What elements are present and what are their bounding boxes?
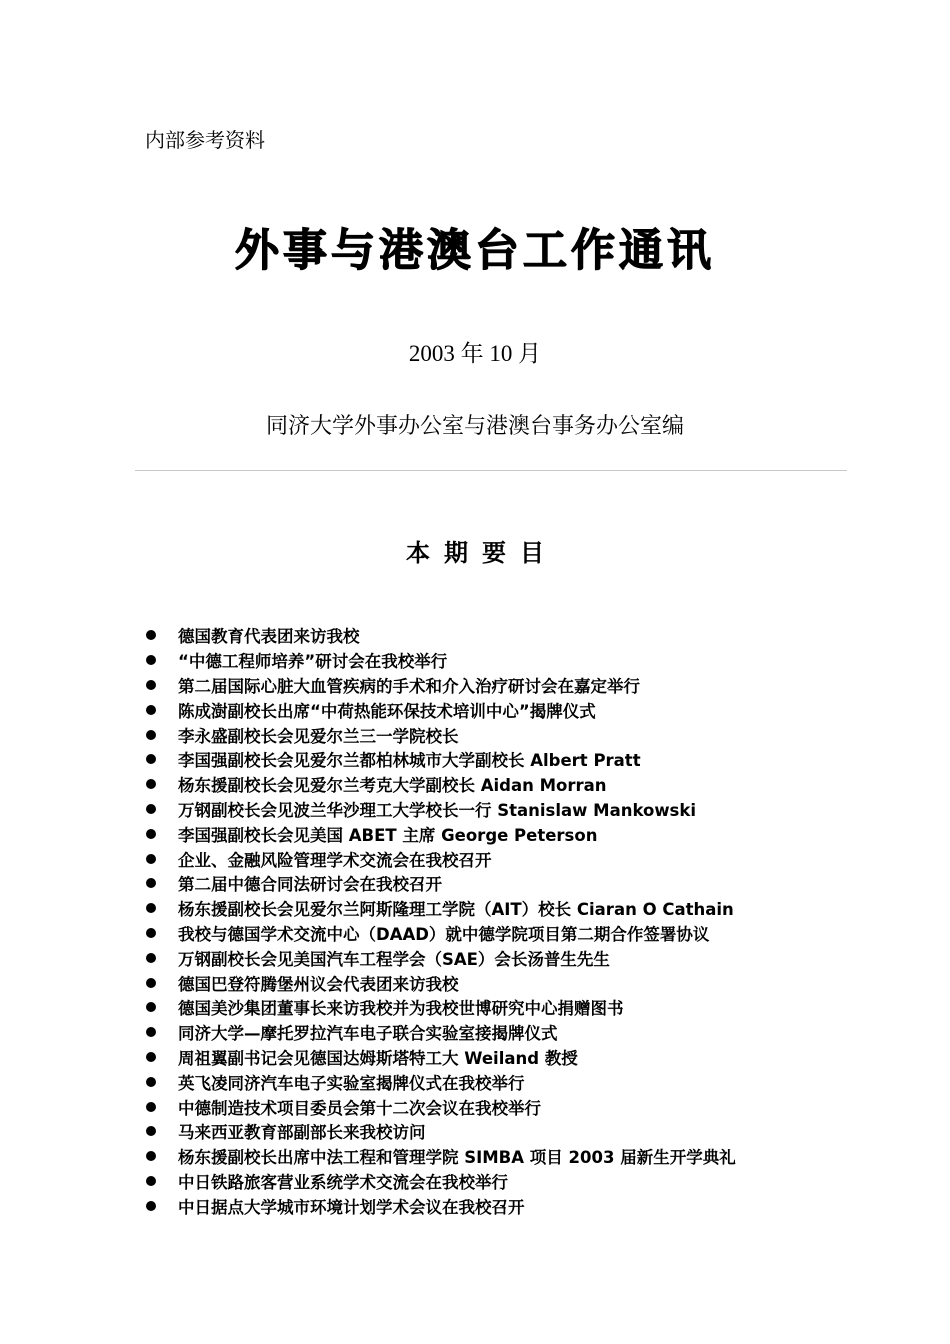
contents-item-text: 我校与德国学术交流中心（DAAD）就中德学院项目第二期合作签署协议 — [178, 924, 710, 944]
contents-item-text: “中德工程师培养”研讨会在我校举行 — [178, 652, 448, 672]
contents-item-text: 陈成澍副校长出席“中荷热能环保技术培训中心”揭牌仪式 — [178, 701, 596, 721]
bullet-icon — [146, 878, 156, 888]
bullet-icon — [146, 1151, 156, 1161]
classification-label: 内部参考资料 — [145, 128, 265, 152]
contents-heading: 本期要目 — [406, 539, 558, 567]
contents-item — [143, 648, 843, 673]
bullet-icon — [146, 655, 156, 665]
contents-item-text: 同济大学—摩托罗拉汽车电子联合实验室接揭牌仪式 — [178, 1024, 558, 1044]
contents-item-text: 周祖翼副书记会见德国达姆斯塔特工大 Weiland 教授 — [178, 1048, 578, 1068]
contents-item — [143, 1169, 843, 1194]
contents-item — [143, 921, 843, 946]
bullet-icon — [146, 978, 156, 988]
bullet-icon — [146, 754, 156, 764]
contents-item-text: 企业、金融风险管理学术交流会在我校召开 — [178, 850, 492, 870]
bullet-icon — [146, 1052, 156, 1062]
contents-item-text: 德国教育代表团来访我校 — [178, 627, 360, 647]
contents-item-text: 李永盛副校长会见爱尔兰三一学院校长 — [178, 726, 459, 746]
bullet-icon — [146, 1201, 156, 1211]
contents-item — [143, 846, 843, 871]
contents-item — [143, 697, 843, 722]
bullet-icon — [146, 1027, 156, 1037]
bullet-icon — [146, 730, 156, 740]
contents-item-text: 万钢副校长会见波兰华沙理工大学校长一行 Stanislaw Mankowski — [178, 800, 697, 820]
bullet-icon — [146, 779, 156, 789]
contents-list — [143, 623, 843, 1218]
newsletter-title: 外事与港澳台工作通讯 — [235, 225, 715, 276]
contents-item — [143, 821, 843, 846]
contents-item — [143, 623, 843, 648]
contents-item-text: 英飞凌同济汽车电子实验室揭牌仪式在我校举行 — [178, 1073, 525, 1093]
contents-item — [143, 995, 843, 1020]
contents-item — [143, 945, 843, 970]
bullet-icon — [146, 829, 156, 839]
contents-item — [143, 1193, 843, 1218]
contents-item-text: 李国强副校长会见美国 ABET 主席 George Peterson — [178, 825, 598, 845]
contents-item — [143, 1144, 843, 1169]
contents-item-text: 德国美沙集团董事长来访我校并为我校世博研究中心捐赠图书 — [178, 999, 624, 1019]
contents-item-text: 德国巴登符腾堡州议会代表团来访我校 — [178, 974, 459, 994]
bullet-icon — [146, 630, 156, 640]
bullet-icon — [146, 705, 156, 715]
contents-item — [143, 970, 843, 995]
bullet-icon — [146, 1176, 156, 1186]
contents-item — [143, 797, 843, 822]
contents-item — [143, 772, 843, 797]
bullet-icon — [146, 1102, 156, 1112]
contents-item-text: 第二届中德合同法研讨会在我校召开 — [178, 875, 442, 895]
contents-item — [143, 1045, 843, 1070]
contents-item-text: 杨东援副校长会见爱尔兰考克大学副校长 Aidan Morran — [178, 776, 607, 796]
bullet-icon — [146, 953, 156, 963]
contents-item-text: 李国强副校长会见爱尔兰都柏林城市大学副校长 Albert Pratt — [178, 751, 641, 771]
contents-item-text: 杨东援副校长出席中法工程和管理学院 SIMBA 项目 2003 届新生开学典礼 — [178, 1148, 736, 1168]
contents-item — [143, 747, 843, 772]
bullet-icon — [146, 1002, 156, 1012]
editor-line: 同济大学外事办公室与港澳台事务办公室编 — [265, 414, 684, 439]
contents-item — [143, 1094, 843, 1119]
contents-item — [143, 1020, 843, 1045]
contents-item-text: 中德制造技术项目委员会第十二次会议在我校举行 — [178, 1098, 541, 1118]
contents-item — [143, 722, 843, 747]
bullet-icon — [146, 1077, 156, 1087]
header-divider — [135, 470, 847, 471]
contents-item-text: 杨东援副校长会见爱尔兰阿斯隆理工学院（AIT）校长 Ciaran O Cathain — [178, 900, 734, 920]
issue-date: 2003 年 10 月 — [408, 341, 542, 366]
bullet-icon — [146, 680, 156, 690]
contents-item-text: 马来西亚教育部副部长来我校访问 — [178, 1123, 426, 1143]
bullet-icon — [146, 804, 156, 814]
contents-item-text: 中日据点大学城市环境计划学术会议在我校召开 — [178, 1197, 525, 1217]
bullet-icon — [146, 1126, 156, 1136]
contents-item-text: 万钢副校长会见美国汽车工程学会（SAE）会长汤普生先生 — [178, 949, 610, 969]
contents-item — [143, 896, 843, 921]
contents-item — [143, 871, 843, 896]
bullet-icon — [146, 854, 156, 864]
bullet-icon — [146, 928, 156, 938]
bullet-icon — [146, 903, 156, 913]
contents-item — [143, 1069, 843, 1094]
contents-item — [143, 1119, 843, 1144]
contents-item-text: 中日铁路旅客营业系统学术交流会在我校举行 — [178, 1172, 508, 1192]
contents-item — [143, 673, 843, 698]
contents-item-text: 第二届国际心脏大血管疾病的手术和介入治疗研讨会在嘉定举行 — [178, 676, 640, 696]
